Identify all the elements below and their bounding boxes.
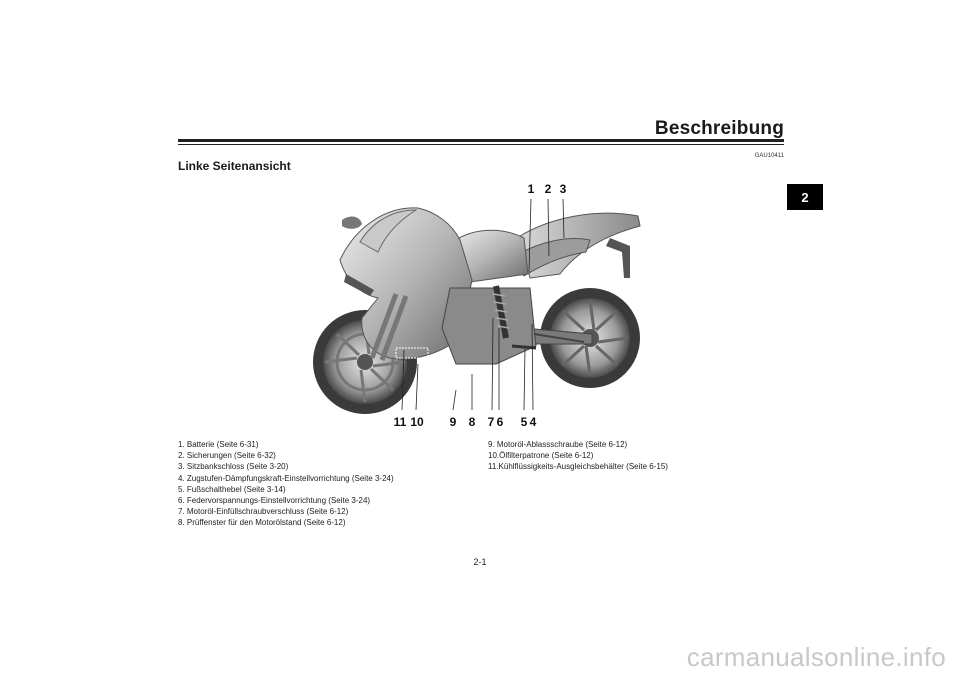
callout-4: 4 — [529, 415, 537, 429]
legend-item: 3. Sitzbankschloss (Seite 3-20) — [178, 462, 289, 472]
callout-9: 9 — [449, 415, 457, 429]
legend-item: 11.Kühlflüssigkeits-Ausgleichsbehälter (Seite 6-15) — [488, 462, 668, 472]
chapter-tab[interactable]: 2 — [787, 184, 823, 210]
header-rule-thin — [178, 144, 784, 145]
legend-item: 5. Fußschalthebel (Seite 3-14) — [178, 484, 286, 494]
callout-11: 11 — [393, 415, 407, 429]
engine — [442, 288, 536, 364]
legend-item: 7. Motoröl-Einfüllschraubverschluss (Seite 6-12) — [178, 507, 349, 517]
callout-10: 10 — [410, 415, 424, 429]
callout-8: 8 — [468, 415, 476, 429]
legend-list-right — [488, 439, 668, 473]
page-title: Beschreibung — [654, 118, 784, 139]
header-rule — [178, 139, 784, 142]
oil-inspection-window — [450, 382, 462, 388]
watermark: carmanualsonline.info — [686, 642, 946, 672]
legend-item: 10.Ölfilterpatrone (Seite 6-12) — [488, 451, 594, 461]
legend-item: 6. Federvorspannungs-Einstellvorrichtung (Seite 3-24) — [178, 496, 371, 506]
legend-item: 1. Batterie (Seite 6-31) — [178, 440, 259, 449]
callout-2: 2 — [544, 182, 552, 196]
callout-3: 3 — [559, 182, 567, 196]
callout-6: 6 — [496, 415, 504, 429]
callout-5: 5 — [520, 415, 528, 429]
document-code: GAU10411 — [754, 153, 784, 159]
legend-item: 9. Motoröl-Ablassschraube (Seite 6-12) — [488, 440, 628, 449]
legend-item: 4. Zugstufen-Dämpfungskraft-Einstellvorrichtung (Seite 3-24) — [178, 473, 394, 483]
motorcycle-illustration — [300, 178, 662, 434]
callout-7: 7 — [487, 415, 495, 429]
legend-item: 2. Sicherungen (Seite 6-32) — [178, 451, 276, 461]
license-bracket — [606, 238, 630, 278]
motorcycle-drawing — [300, 178, 662, 434]
mirror — [342, 217, 362, 229]
legend-list-left — [178, 439, 394, 529]
section-title: Linke Seitenansicht — [178, 159, 291, 173]
callout-1: 1 — [527, 182, 535, 196]
page-number: 2-1 — [473, 557, 487, 567]
legend-item: 8. Prüffenster für den Motorölstand (Seite 6-12) — [178, 518, 346, 528]
